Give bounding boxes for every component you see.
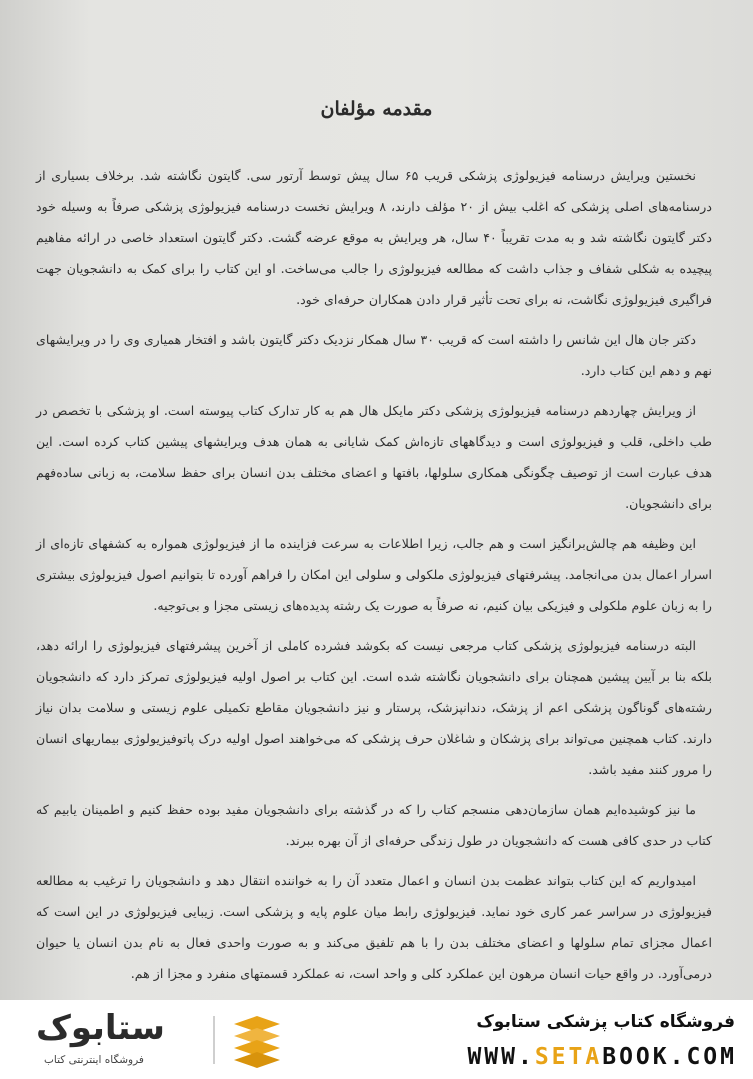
paragraph: امیدواریم که این کتاب بتواند عظمت بدن انسان و اعمال متعدد آن را به خواننده انتقال دهد و دانشجویان را ترغیب به مطالعه فیزیولوژی در سراسر عمر کاری خود نماید. فیزیولوژی رابط میان علوم پایه و پزشکی است. زیبایی فیزیولوژی در این است که اعمال مجزای تمام سلولها و اعضای مختلف بدن را با هم تلفیق می‌کند و به صورت واحدی فعال به نام بدن انسان یا حیوان درمی‌آورد. در واقع حیات انسان مرهون این عملکرد کلی و واحد است، نه عملکرد قسمتهای منفرد و مجزا از هم. xyxy=(36,873,712,981)
paragraph: این وظیفه هم چالش‌برانگیز است و هم جالب، زیرا اطلاعات به سرعت فزاینده ما از فیزیولوژی همواره به کشفهای تازه‌ای از اسرار اعمال بدن می‌انجامد. پیشرفتهای فیزیولوژی ملکولی و سلولی این امکان را فراهم آورده تا بتوانیم اصول فیزیولوژی بیشتری را به زبان علوم ملکولی و فیزیکی بیان کنیم، نه صرفاً به صورت یک رشته پدیده‌های زیستی مجزا و بی‌توجیه. xyxy=(36,536,712,613)
store-name: فروشگاه کتاب پزشکی ستابوک xyxy=(476,1012,735,1032)
paragraph: از ویرایش چهاردهم درسنامه فیزیولوژی پزشکی دکتر مایکل هال هم به کار تدارک کتاب پیوسته است. او پزشکی با تخصص در طب داخلی، قلب و فیزیولوژی است و دیدگاههای تازه‌اش کمک شایانی به همان هدف ویرایشهای پیشین کتاب کرده است. این هدف عبارت است از توصیف چگونگی همکاری سلولها، بافتها و اعضای مختلف بدن انسان برای حفظ سلامت، به زبانی ساده‌فهم برای دانشجویان. xyxy=(36,403,712,511)
url-highlight: SETA xyxy=(534,1044,603,1070)
paragraph: نخستین ویرایش درسنامه فیزیولوژی پزشکی قریب ۶۵ سال پیش توسط آرتور سی. گایتون نگاشته شد. برخلاف بسیاری از درسنامه‌های اصلی پزشکی که اغلب بیش از ۲۰ مؤلف دارند، ۸ ویرایش نخست درسنامه فیزیولوژی پزشکی صرفاً به وسیله خود دکتر گایتون نگاشته شد و به مدت تقریباً ۴۰ سال، هر ویرایش به موقع عرضه گشت. دکتر گایتون استعداد خاصی در ارائه مفاهیم پیچیده به شکلی شفاف و جذاب داشت که مطالعه فیزیولوژی را جالب می‌ساخت. او این کتاب را برای کمک به دانشجویان جهت فراگیری فیزیولوژی نگاشت، نه برای تحت تأثیر قرار دادن همکاران حرفه‌ای خود. xyxy=(36,168,712,307)
paragraph: البته درسنامه فیزیولوژی پزشکی کتاب مرجعی نیست که بکوشد فشرده کاملی از آخرین پیشرفتهای فیزیولوژی را ارائه دهد، بلکه بنا بر آیین پیشین همچنان برای دانشجویان نگاشته شده است. این کتاب بر اصول اولیه فیزیولوژی تمرکز دارد که دانشجویان رشته‌های گوناگون پزشکی اعم از پزشک، دندانپزشک، پرستار و نیز دانشجویان مقاطع تکمیلی علوم زیستی و سلامت بدان نیاز دارند. کتاب همچنین می‌تواند برای پزشکان و شاغلان حرف پزشکی که می‌خواهند اصول اولیه درک پاتوفیزیولوژی بیماریهای انسان را مرور کنند مفید باشد. xyxy=(36,638,712,777)
paragraph: ما نیز کوشیده‌ایم همان سازمان‌دهی منسجم کتاب را که در گذشته برای دانشجویان مفید بوده حفظ کنیم و اطمینان یابیم که کتاب در حدی کافی هست که دانشجویان در طول زندگی حرفه‌ای از آن بهره ببرند. xyxy=(36,802,712,848)
store-logo[interactable] xyxy=(18,1008,288,1072)
logo-tagline: فروشگاه اینترنتی کتاب xyxy=(44,1054,144,1066)
body-text xyxy=(36,160,712,1000)
logo-wordmark: ستابوک xyxy=(36,1008,165,1048)
url-prefix: WWW. xyxy=(467,1044,535,1070)
page-title: مقدمه مؤلفان xyxy=(320,98,433,120)
site-url[interactable] xyxy=(467,1044,737,1070)
paragraph: دکتر جان هال این شانس را داشته است که قریب ۳۰ سال همکار نزدیک دکتر گایتون باشد و افتخار همیاری وی را در ویرایشهای نهم و دهم این کتاب دارد. xyxy=(36,332,712,378)
url-suffix: BOOK.COM xyxy=(602,1044,737,1070)
book-stack-icon xyxy=(230,1014,284,1068)
watermark-footer xyxy=(0,1000,753,1079)
logo-divider xyxy=(213,1016,215,1064)
